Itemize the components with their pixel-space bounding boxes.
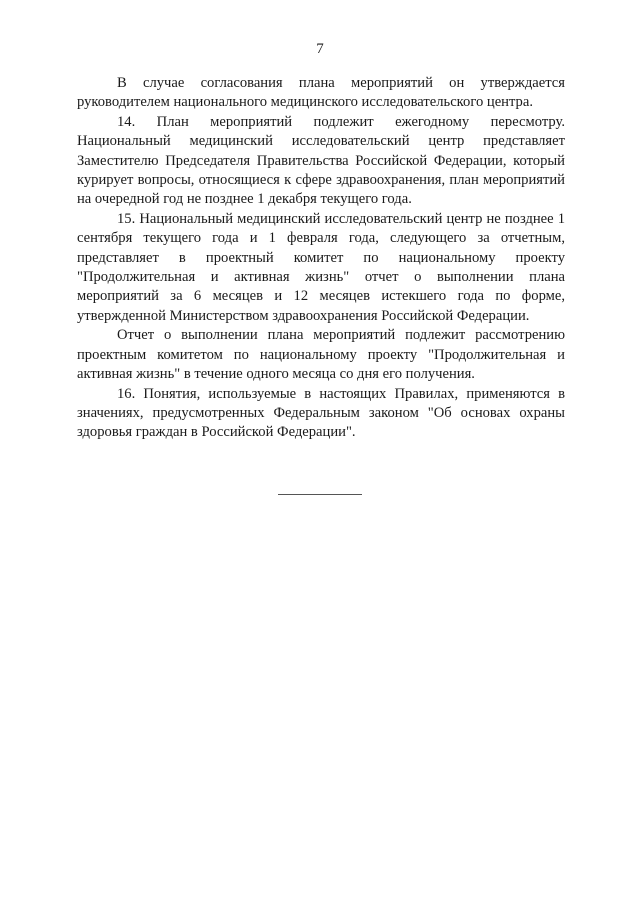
document-body: [77, 74, 565, 443]
paragraph-plan-approval: В случае согласования плана мероприятий он утверждается руководителем национального медицинского исследовательского центра.: [77, 75, 565, 111]
paragraph-report-review: Отчет о выполнении плана мероприятий подлежит рассмотрению проектным комитетом по национальному проекту "Продолжительная и активная жизнь" в течение одного месяца со дня его получения.: [77, 327, 565, 383]
paragraph-14: 14. План мероприятий подлежит ежегодному пересмотру. Национальный медицинский исследовательский центр представляет Заместителю Председателя Правительства Российской Федерации, который курирует вопросы, относящиеся к сфере здравоохранения, план мероприятий на очередной год не позднее 1 декабря текущего года.: [77, 113, 565, 208]
paragraph-16: 16. Понятия, используемые в настоящих Правилах, применяются в значениях, предусмотренных Федеральным законом "Об основах охраны здоровья граждан в Российской Федерации".: [77, 385, 565, 441]
paragraph-15: 15. Национальный медицинский исследовательский центр не позднее 1 сентября текущего года и 1 февраля года, следующего за отчетным, представляет в проектный комитет по национальному проекту "Продолжительная и активная жизнь" отчет о выполнении плана мероприятий за 6 месяцев и 12 месяцев истекшего года по форме, утвержденной Министерством здравоохранения Российской Федерации.: [77, 210, 565, 324]
page-number: 7: [316, 41, 324, 57]
end-separator-line: [278, 494, 362, 495]
